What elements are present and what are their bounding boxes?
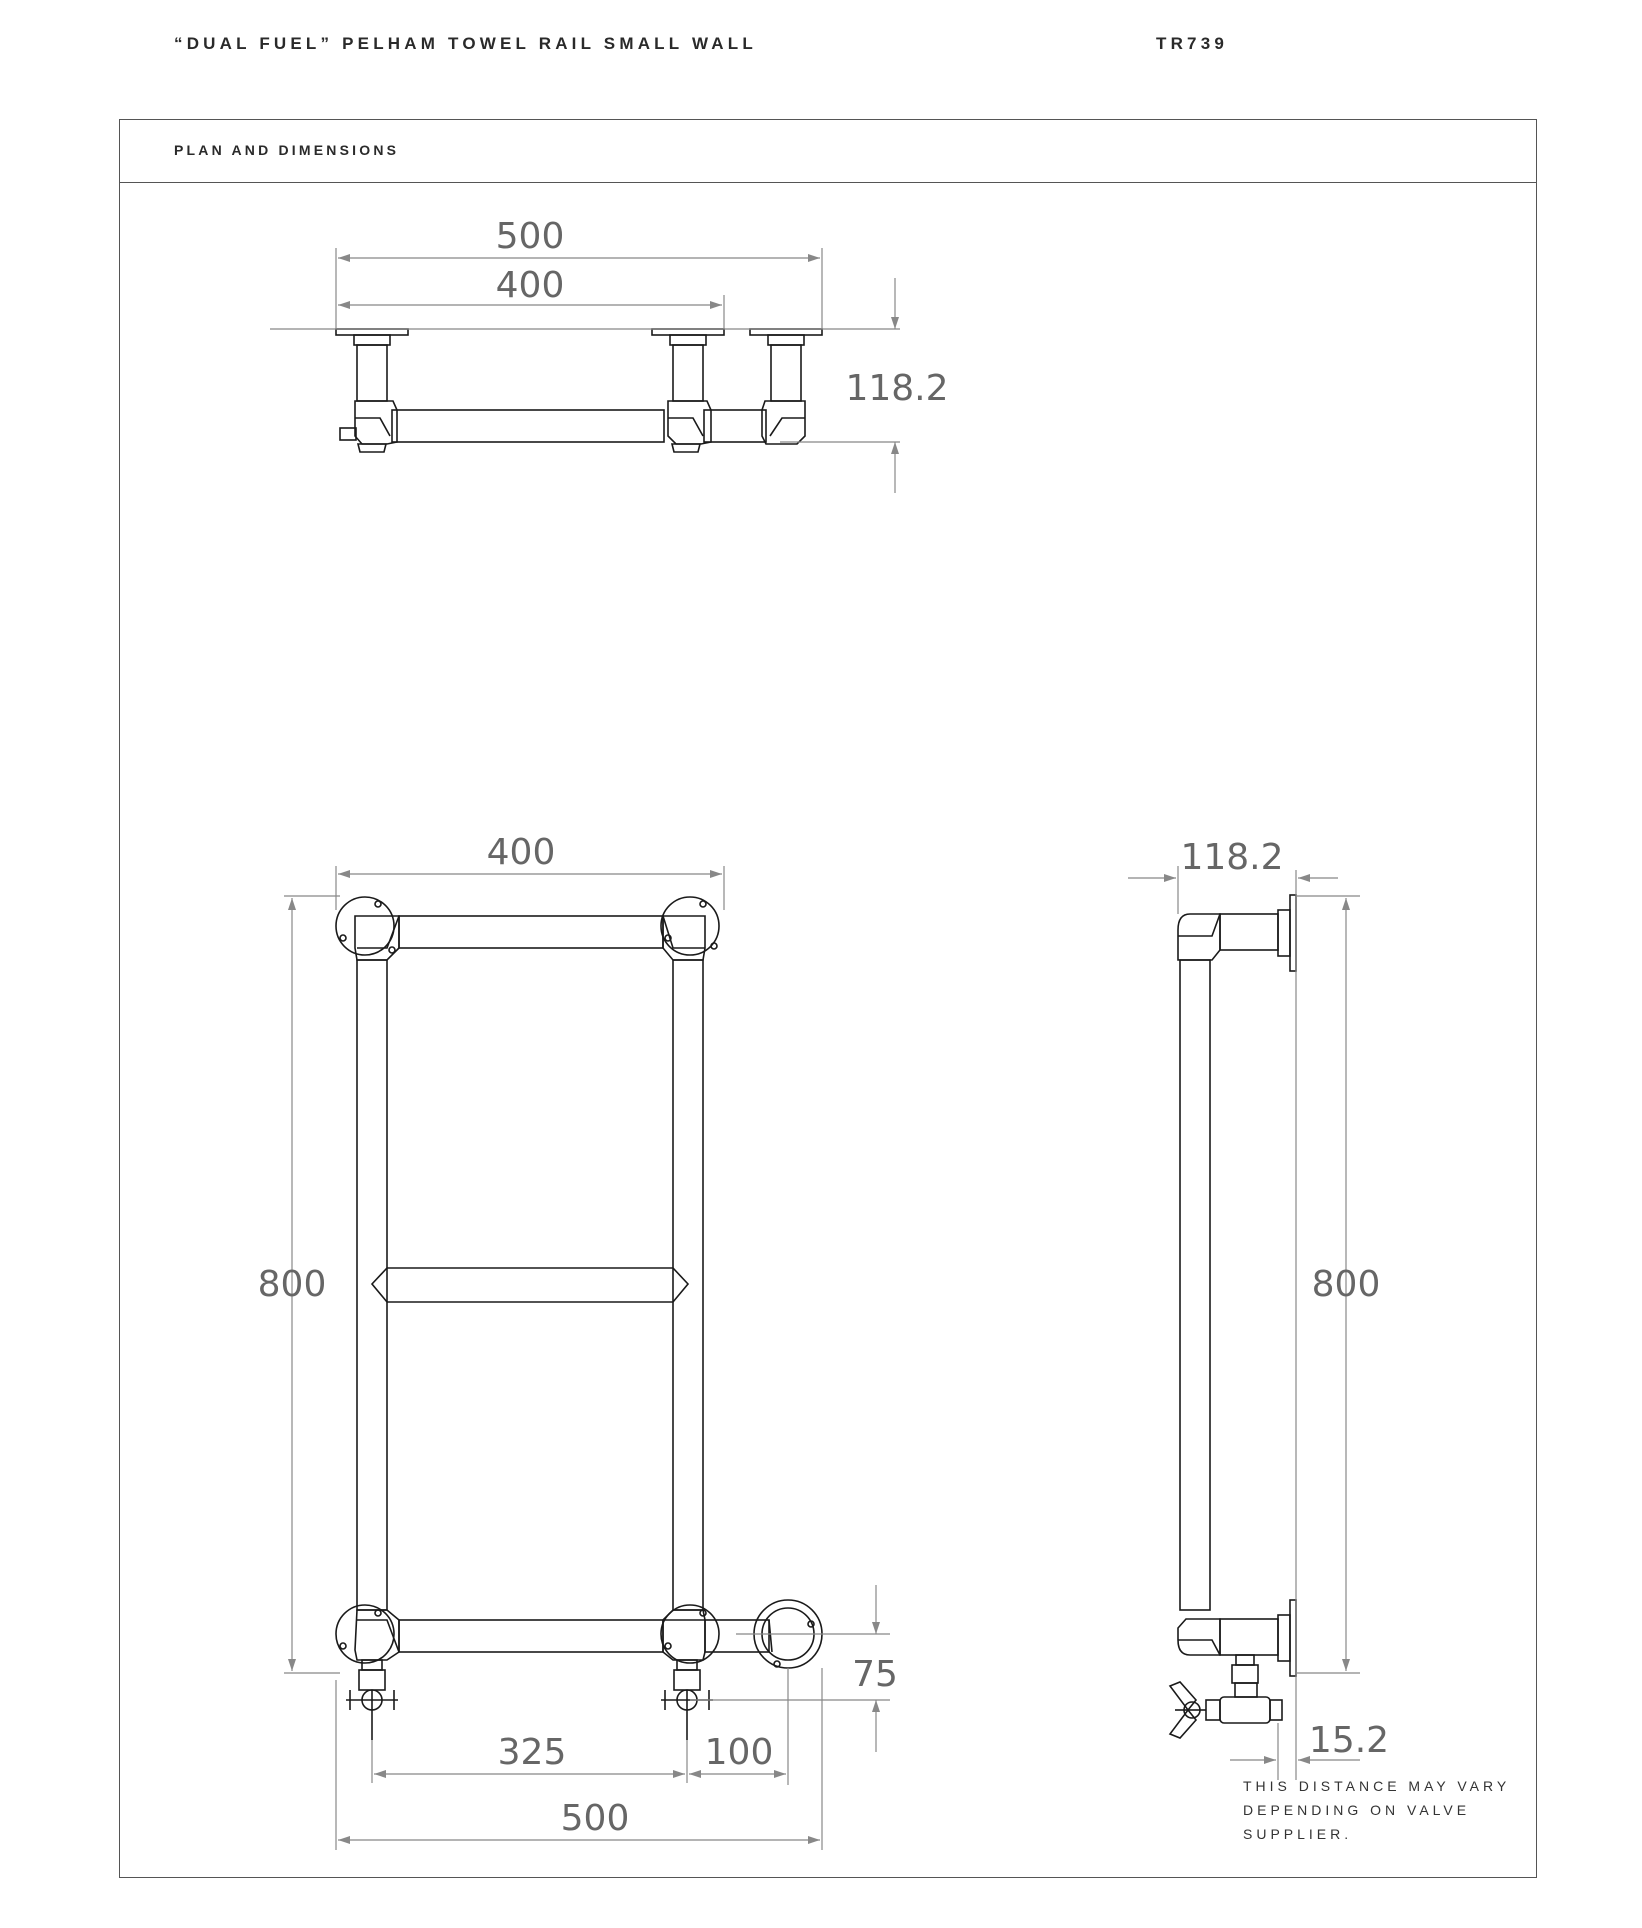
side-upright [1180,960,1210,1610]
dim-front-height: 800 [257,1264,327,1305]
plan-wall-plate-mid [652,329,724,335]
side-wall-plate-bottom [1290,1600,1296,1676]
plan-dimensions [270,248,900,493]
plan-wall-plate-left [336,329,408,335]
front-top-rail [399,916,663,948]
dim-front-valve-offset: 75 [852,1654,898,1695]
side-elbow-top [1178,914,1220,960]
valve-distance-note: THIS DISTANCE MAY VARY DEPENDING ON VALVE SUPPLIER. [1243,1778,1510,1842]
product-code: TR739 [1156,34,1229,53]
front-bottom-rail [399,1620,663,1652]
dim-side-valve-projection: 15.2 [1308,1720,1390,1761]
dim-front-centres: 400 [486,832,556,873]
side-elbow-bottom [1178,1619,1220,1655]
dim-plan-overall-width: 500 [495,216,565,257]
dim-side-depth: 118.2 [1180,837,1284,878]
front-wall-plate-top-left [336,897,394,955]
plan-tee-left [355,401,397,444]
dim-front-overall-width: 500 [560,1798,630,1839]
side-dimensions [1128,866,1360,1780]
front-middle-rail [372,1268,688,1302]
document-title: “DUAL FUEL” PELHAM TOWEL RAIL SMALL WALL [174,34,757,53]
front-tee-bottom-right [663,1610,705,1660]
plan-rail [392,410,664,442]
plan-elbow-right [762,401,805,444]
side-wall-plate-top [1290,895,1296,971]
front-wall-plate-bottom-left [336,1605,394,1663]
side-view [1170,895,1296,1738]
dim-front-side-offset: 100 [704,1732,774,1773]
dim-front-valve-centres: 325 [497,1732,567,1773]
dim-plan-depth: 118.2 [845,368,949,409]
side-valve-body [1220,1697,1270,1723]
front-dimensions [284,866,890,1850]
plan-view [336,329,822,452]
dim-side-height: 800 [1311,1264,1381,1305]
section-label: PLAN AND DIMENSIONS [174,142,400,158]
front-view [336,897,822,1740]
plan-wall-plate-right [750,329,822,335]
dim-plan-centres: 400 [495,265,565,306]
